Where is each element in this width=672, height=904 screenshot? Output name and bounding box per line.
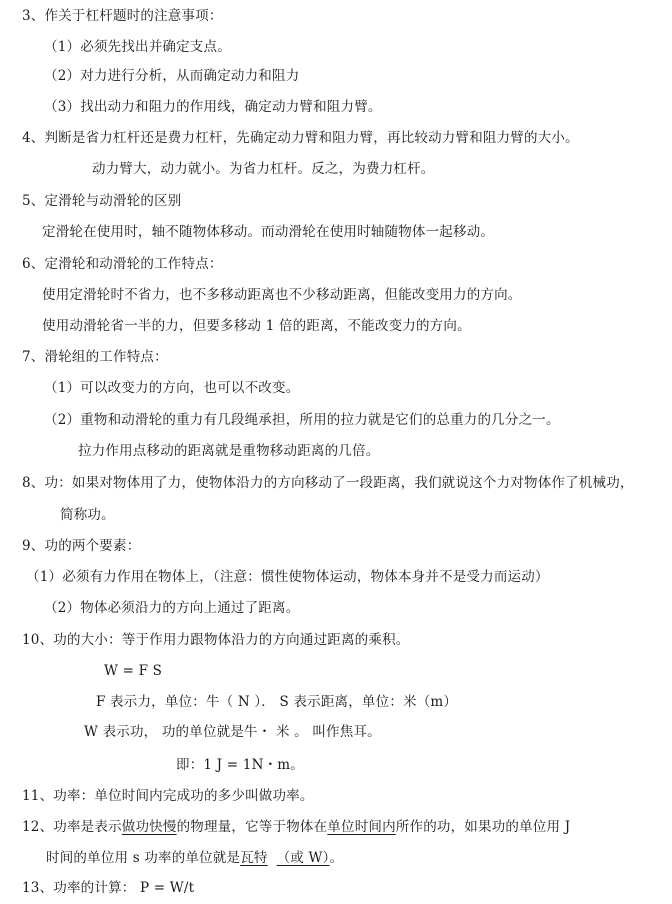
heading-4: 4、判断是省力杠杆还是费力杠杆，先确定动力臂和阻力臂，再比较动力臂和阻力臂的大小。 (22, 130, 579, 146)
paragraph-line: 拉力作用点移动的距离就是重物移动距离的几倍。 (78, 443, 380, 459)
heading-13: 13、功率的计算： P = W/t (22, 880, 195, 896)
formula: W = F S (104, 663, 163, 679)
underlined-term: 瓦特 (240, 850, 268, 866)
paragraph-line: 定滑轮在使用时，轴不随物体移动。而动滑轮在使用时轴随物体一起移动。 (42, 224, 495, 240)
list-item: （2）物体必须沿力的方向上通过了距离。 (44, 600, 300, 616)
paragraph-line: F 表示力，单位：牛（ N ）． S 表示距离，单位：米（m） (96, 694, 458, 710)
underlined-term: 做功快慢 (121, 819, 177, 835)
text-segment: 。 (329, 850, 344, 866)
paragraph-line: 使用定滑轮时不省力，也不多移动距离也不少移动距离，但能改变用力的方向。 (42, 287, 522, 303)
text-segment (268, 850, 277, 866)
list-item: （3）找出动力和阻力的作用线，确定动力臂和阻力臂。 (44, 99, 382, 115)
text-segment: 12、功率是表示 (22, 819, 122, 835)
heading-7: 7、滑轮组的工作特点： (22, 349, 168, 365)
heading-3: 3、作关于杠杆题时的注意事项： (22, 8, 223, 24)
heading-9: 9、功的两个要素： (22, 538, 141, 554)
heading-11: 11、功率：单位时间内完成功的多少叫做功率。 (22, 788, 314, 804)
paragraph-line: 简称功。 (60, 507, 115, 523)
heading-8: 8、功：如果对物体用了力，使物体沿力的方向移动了一段距离，我们就说这个力对物体作了机械功， (22, 475, 634, 491)
text-segment: 所作的功，如果功的单位用 J (395, 819, 571, 835)
list-item: （2）重物和动滑轮的重力有几段绳承担，所用的拉力就是它们的总重力的几分之一。 (44, 412, 560, 428)
heading-10: 10、功的大小：等于作用力跟物体沿力的方向通过距离的乘积。 (22, 632, 410, 648)
text-segment: 时间的单位用 s 功率的单位就是 (46, 850, 241, 866)
list-item: （1）必须先找出并确定支点。 (44, 39, 231, 55)
paragraph-line: 动力臂大，动力就小。为省力杠杆。反之，为费力杠杆。 (92, 161, 435, 177)
paragraph-line: 使用动滑轮省一半的力，但要多移动 1 倍的距离，不能改变力的方向。 (42, 318, 471, 334)
underlined-term: （或 W） (276, 850, 330, 866)
paragraph-line (46, 849, 343, 867)
list-item: （1）可以改变力的方向，也可以不改变。 (44, 380, 300, 396)
heading-5: 5、定滑轮与动滑轮的区别 (22, 193, 182, 209)
heading-12 (22, 818, 570, 836)
list-item: （2）对力进行分析，从而确定动力和阻力 (44, 68, 300, 84)
text-segment: 的物理量，它等于物体在 (176, 819, 328, 835)
formula: 即：1 J = 1N・m。 (176, 757, 304, 773)
paragraph-line: W 表示功， 功的单位就是牛・ 米 。 叫作焦耳。 (84, 724, 381, 740)
list-item: （1）必须有力作用在物体上，（注意：惯性使物体运动，物体本身并不是受力而运动） (26, 569, 549, 585)
underlined-term: 单位时间内 (327, 819, 396, 835)
heading-6: 6、定滑轮和动滑轮的工作特点： (22, 256, 223, 272)
